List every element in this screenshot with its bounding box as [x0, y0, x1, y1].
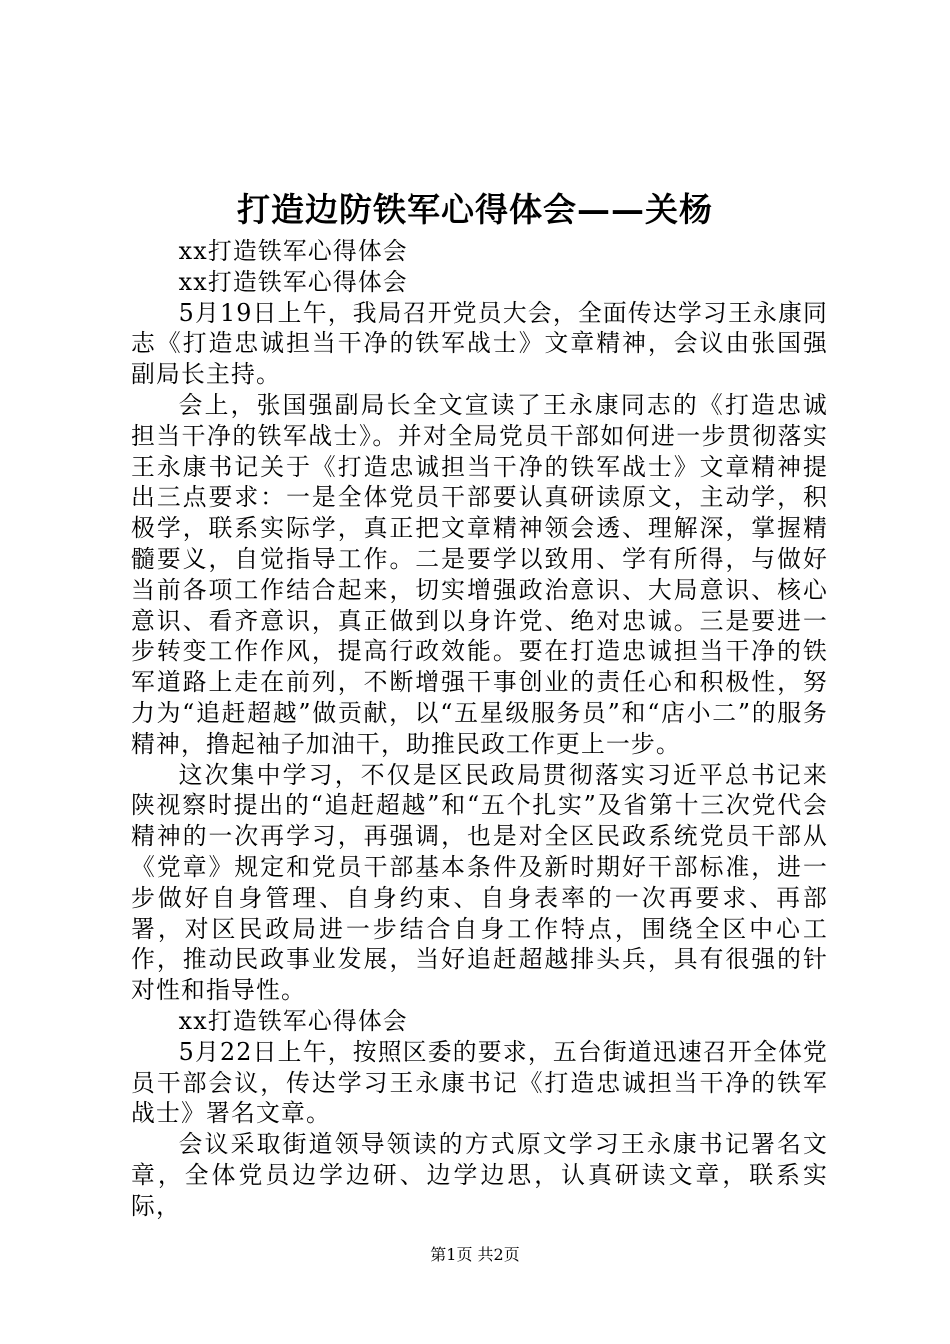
paragraph: xx打造铁军心得体会 — [178, 1006, 408, 1035]
paragraph: xx打造铁军心得体会 — [178, 237, 408, 265]
paragraph: 5月22日上午，按照区委的要求，五台街道迅速召开全体党员干部会议，传达学习王永康书记《打造忠诚担当干净的铁军战士》署名文章。 — [131, 1037, 828, 1128]
paragraph: 这次集中学习，不仅是区民政局贯彻落实习近平总书记来陕视察时提出的“追赶超越”和“五个扎实”及省第十三次党代会精神的一次再学习，再强调，也是对全区民政系统党员干部从《党章》规定和党员干部基本条件及新时期好干部标准，进一步做好自身管理、自身约束、自身表率的一次再要求、再部署，对区民政局进一步结合自身工作特点，围绕全区中心工作，推动民政事业发展，当好追赶超越排头兵，具有很强的针对性和指导性。 — [131, 760, 828, 1005]
document-title: 打造边防铁军心得体会——关杨 — [237, 190, 713, 229]
paragraph: 5月19日上午，我局召开党员大会，全面传达学习王永康同志《打造忠诚担当干净的铁军战士》文章精神，会议由张国强副局长主持。 — [131, 298, 828, 389]
paragraph: 会上，张国强副局长全文宣读了王永康同志的《打造忠诚担当干净的铁军战士》。并对全局党员干部如何进一步贯彻落实王永康书记关于《打造忠诚担当干净的铁军战士》文章精神提出三点要求：一是全体党员干部要认真研读原文，主动学，积极学，联系实际学，真正把文章精神领会透、理解深，掌握精髓要义，自觉指导工作。二是要学以致用、学有所得，与做好当前各项工作结合起来，切实增强政治意识、大局意识、核心意识、看齐意识，真正做到以身许党、绝对忠诚。三是要进一步转变工作作风，提高行政效能。要在打造忠诚担当干净的铁军道路上走在前列，不断增强干事创业的责任心和积极性，努力为“追赶超越”做贡献，以“五星级服务员”和“店小二”的服务精神，撸起袖子加油干，助推民政工作更上一步。 — [131, 390, 828, 758]
page-number-footer: 第1页 共2页 — [430, 1245, 520, 1264]
paragraph: 会议采取街道领导领读的方式原文学习王永康书记署名文章，全体党员边学边研、边学边思，认真研读文章，联系实际， — [131, 1130, 828, 1220]
document-body — [131, 236, 828, 1222]
paragraph: xx打造铁军心得体会 — [178, 267, 408, 296]
